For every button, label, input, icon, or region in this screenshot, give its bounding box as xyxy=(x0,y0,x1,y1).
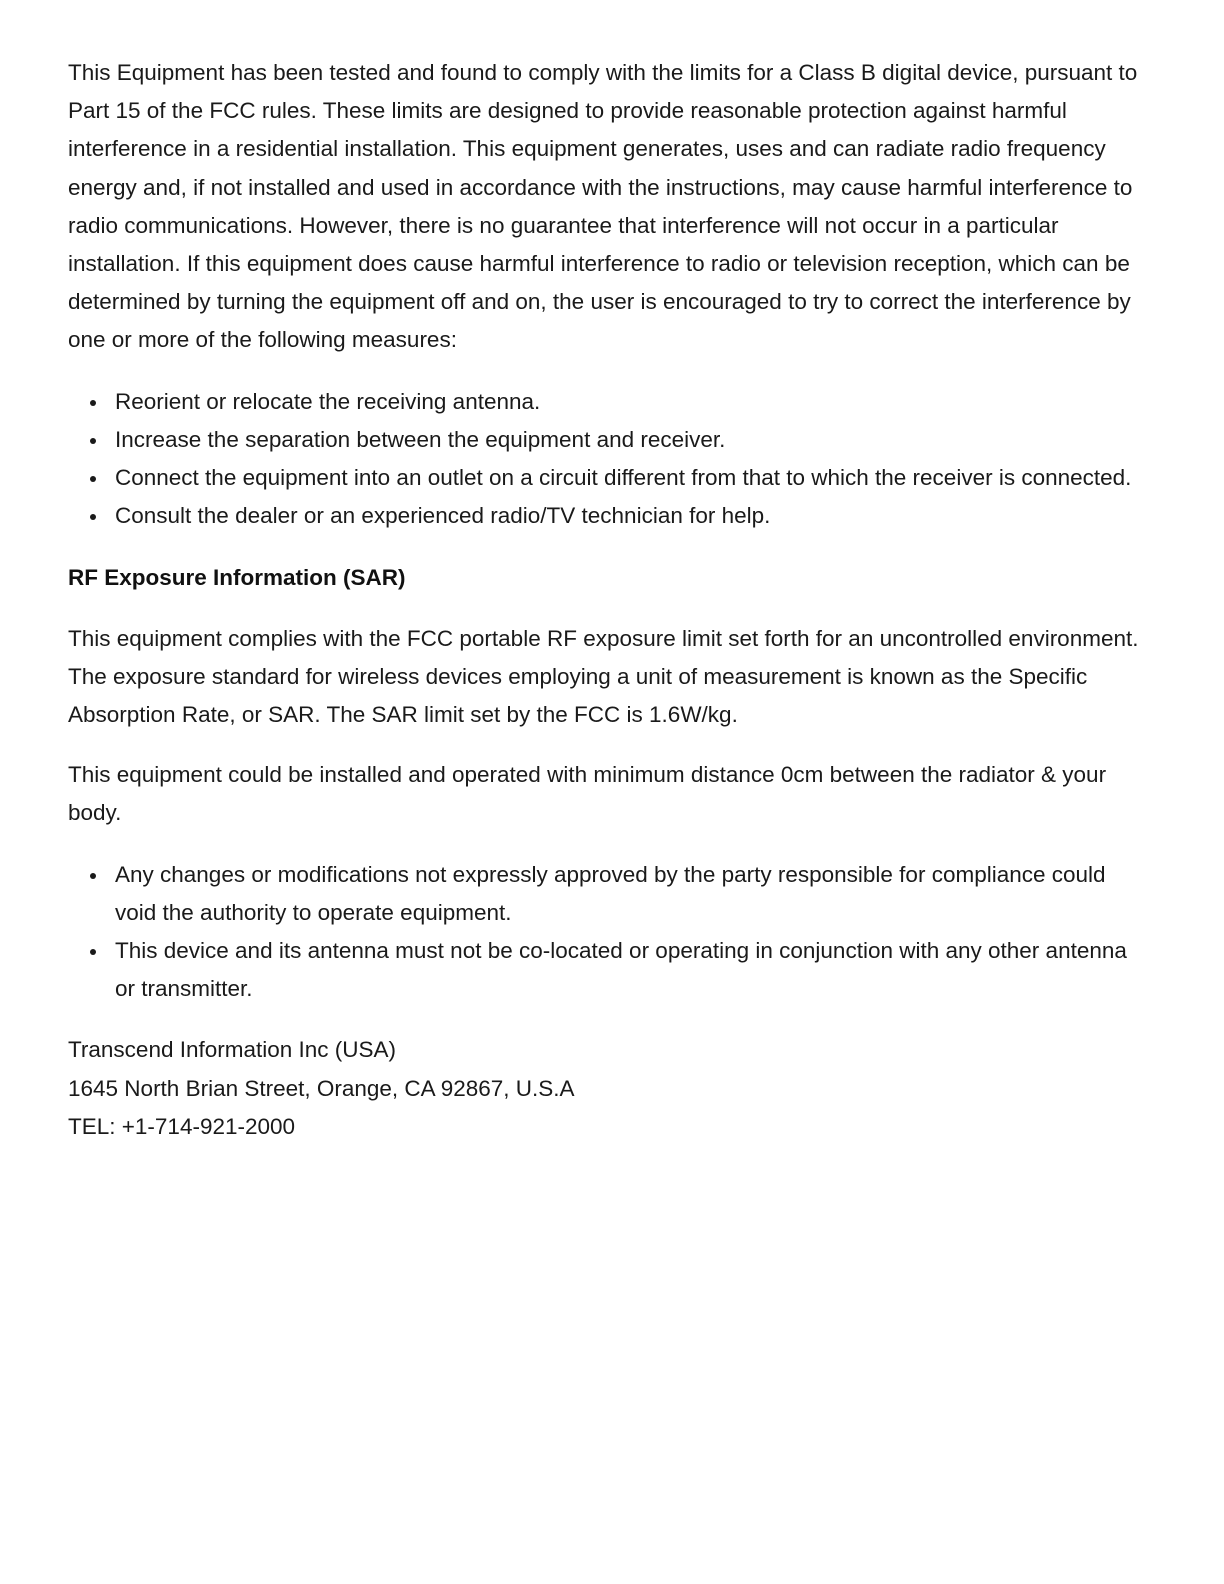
sar-paragraph: This equipment complies with the FCC portable RF exposure limit set forth for an uncontrolled environment. The exposure standard for wireless devices employing a unit of measurement is known as the Specific Absorption Rate, or SAR. The SAR limit set by the FCC is 1.6W/kg. xyxy=(68,625,1139,728)
list-item: Reorient or relocate the receiving antenna. xyxy=(115,383,1152,421)
company-phone: TEL: +1-714-921-2000 xyxy=(68,1113,296,1139)
distance-paragraph: This equipment could be installed and operated with minimum distance 0cm between the radiator & your body. xyxy=(68,762,1107,826)
list-item: Increase the separation between the equipment and receiver. xyxy=(115,421,1152,459)
list-item: Any changes or modifications not expressly approved by the party responsible for compliance could void the authority to operate equipment. xyxy=(115,856,1152,932)
document-page xyxy=(68,54,1152,1146)
company-name: Transcend Information Inc (USA) xyxy=(68,1037,397,1063)
list-item: Consult the dealer or an experienced radio/TV technician for help. xyxy=(115,497,1152,535)
rf-exposure-heading: RF Exposure Information (SAR) xyxy=(68,565,406,591)
list-item: Connect the equipment into an outlet on a circuit different from that to which the receiver is connected. xyxy=(115,459,1152,497)
contact-block xyxy=(68,1031,1152,1146)
list-item: This device and its antenna must not be co-located or operating in conjunction with any other antenna or transmitter. xyxy=(115,932,1152,1008)
fcc-intro-paragraph: This Equipment has been tested and found to comply with the limits for a Class B digital device, pursuant to Part 15 of the FCC rules. These limits are designed to provide reasonable protection against harmful interference in a residential installation. This equipment generates, uses and can radiate radio frequency energy and, if not installed and used in accordance with the instructions, may cause harmful interference to radio communications. However, there is no guarantee that interference will not occur in a particular installation. If this equipment does cause harmful interference to radio or television reception, which can be determined by turning the equipment off and on, the user is encouraged to try to correct the interference by one or more of the following measures: xyxy=(68,60,1138,353)
company-address: 1645 North Brian Street, Orange, CA 92867, U.S.A xyxy=(68,1075,575,1101)
rf-notes-list xyxy=(68,856,1152,1009)
interference-measures-list xyxy=(68,383,1152,536)
